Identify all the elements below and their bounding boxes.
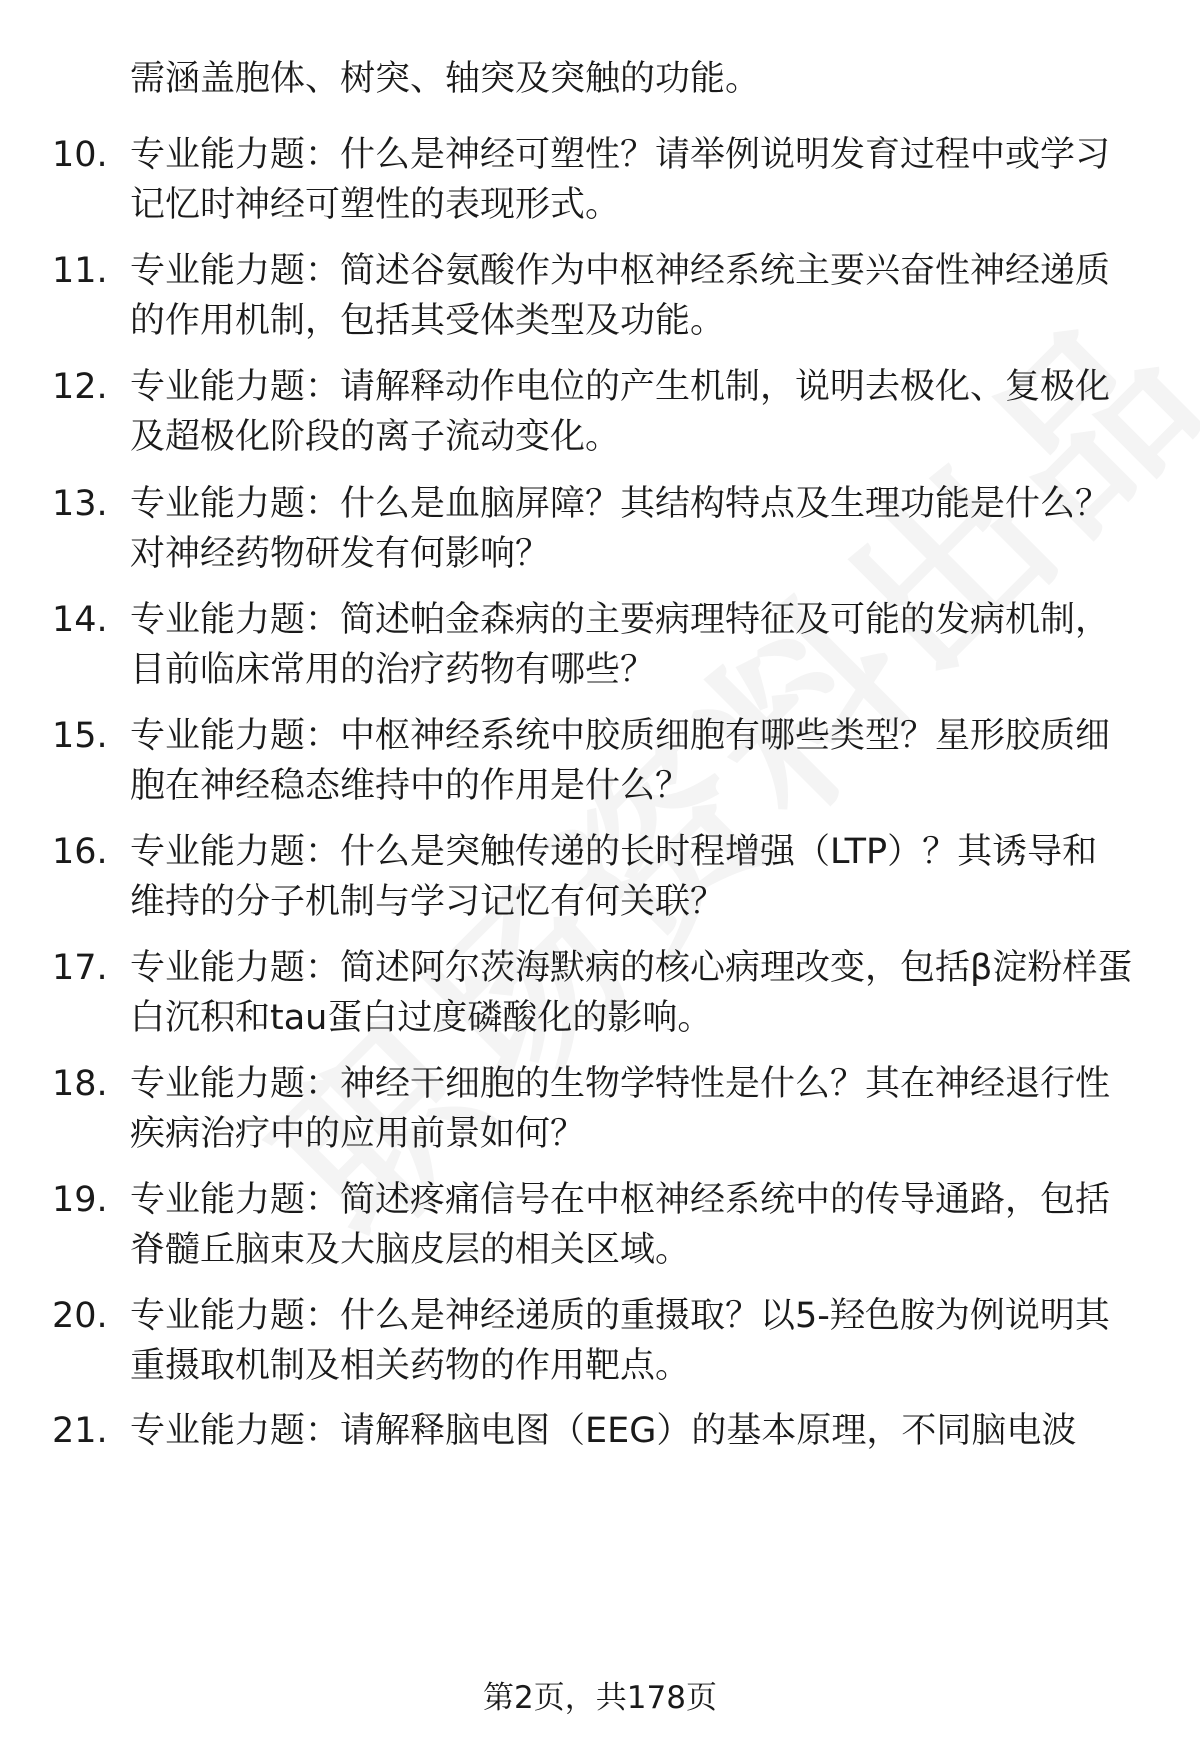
question-line: 专业能力题：中枢神经系统中胶质细胞有哪些类型？星形胶质细: [130, 716, 1111, 756]
question-line: 专业能力题：请解释脑电图（EEG）的基本原理，不同脑电波: [130, 1411, 1077, 1451]
question-line: 专业能力题：简述阿尔茨海默病的核心病理改变，包括β淀粉样蛋: [130, 948, 1133, 988]
question-line: 及超极化阶段的离子流动变化。: [130, 417, 621, 457]
question-line: 重摄取机制及相关药物的作用靶点。: [130, 1346, 691, 1386]
question-text: [130, 827, 1170, 927]
question-line: 记忆时神经可塑性的表现形式。: [130, 185, 621, 225]
question-number: 10.: [52, 135, 108, 175]
question-number: 15.: [52, 716, 108, 756]
question-number: 16.: [52, 832, 108, 872]
question-line: 专业能力题：什么是神经可塑性？请举例说明发育过程中或学习: [130, 135, 1111, 175]
question-line: 胞在神经稳态维持中的作用是什么？: [130, 766, 691, 806]
question-line: 的作用机制，包括其受体类型及功能。: [130, 301, 726, 341]
question-number: 21.: [52, 1411, 108, 1451]
question-number: 14.: [52, 600, 108, 640]
question-text: [130, 246, 1170, 346]
question-number: 12.: [52, 367, 108, 407]
question-text: [130, 130, 1170, 230]
page-footer: 第2页，共178页: [483, 1680, 717, 1716]
question-line: 专业能力题：什么是血脑屏障？其结构特点及生理功能是什么？: [130, 484, 1111, 524]
question-line: 专业能力题：神经干细胞的生物学特性是什么？其在神经退行性: [130, 1064, 1111, 1104]
question-text: [130, 943, 1170, 1043]
question-line: 专业能力题：什么是突触传递的长时程增强（LTP）？其诱导和: [130, 832, 1098, 872]
question-line: 专业能力题：简述疼痛信号在中枢神经系统中的传导通路，包括: [130, 1180, 1111, 1220]
question-line: 专业能力题：简述帕金森病的主要病理特征及可能的发病机制，: [130, 600, 1111, 640]
question-line: 专业能力题：简述谷氨酸作为中枢神经系统主要兴奋性神经递质: [130, 251, 1111, 291]
question-text: [130, 1406, 1170, 1456]
question-line: 专业能力题：请解释动作电位的产生机制，说明去极化、复极化: [130, 367, 1111, 407]
question-line: 脊髓丘脑束及大脑皮层的相关区域。: [130, 1230, 691, 1270]
question-number: 17.: [52, 948, 108, 988]
question-text: [130, 1175, 1170, 1275]
question-text: [130, 362, 1170, 462]
question-number: 20.: [52, 1296, 108, 1336]
question-number: 19.: [52, 1180, 108, 1220]
question-line: 疾病治疗中的应用前景如何？: [130, 1114, 586, 1154]
continuation-text: 需涵盖胞体、树突、轴突及突触的功能。: [130, 59, 761, 99]
question-line: 目前临床常用的治疗药物有哪些？: [130, 650, 656, 690]
question-line: 对神经药物研发有何影响？: [130, 534, 551, 574]
question-number: 11.: [52, 251, 108, 291]
question-line: 专业能力题：什么是神经递质的重摄取？以5-羟色胺为例说明其: [130, 1296, 1110, 1336]
question-number: 13.: [52, 484, 108, 524]
question-text: [130, 479, 1170, 579]
question-text: [130, 1059, 1170, 1159]
question-text: [130, 711, 1170, 811]
question-text: [130, 595, 1170, 695]
question-line: 白沉积和tau蛋白过度磷酸化的影响。: [130, 998, 713, 1038]
question-line: 维持的分子机制与学习记忆有何关联？: [130, 882, 726, 922]
question-number: 18.: [52, 1064, 108, 1104]
question-text: [130, 1291, 1170, 1391]
